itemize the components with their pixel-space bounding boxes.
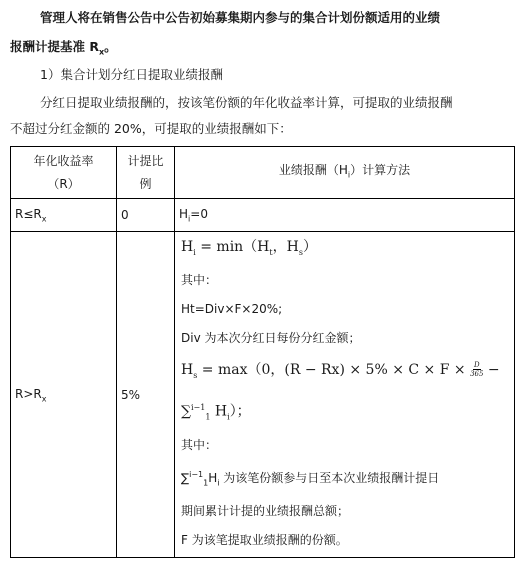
formula-hs-h: H	[181, 361, 194, 378]
table-row	[11, 199, 515, 232]
formula-hi-min: = min（H	[195, 239, 270, 255]
row2-ratio: 5%	[117, 232, 175, 558]
formula-hi-sub: i	[193, 247, 196, 257]
sum-symbol: ∑	[181, 403, 191, 420]
header-ratio-line2: 例	[139, 176, 152, 191]
row2-condition	[11, 232, 117, 558]
fraction-numerator: D	[473, 361, 480, 370]
formula-hi-sub-s: s	[298, 247, 303, 257]
row1-method-end: =0	[190, 206, 208, 221]
header-annual-return-line2: （R）	[47, 176, 80, 191]
desc-sum-sub: 1	[203, 478, 209, 488]
desc-sum-sup: i−1	[189, 470, 204, 480]
sum-sup: i−1	[191, 402, 206, 412]
row1-method-h: H	[179, 206, 189, 221]
sum-h-sub: i	[227, 412, 230, 422]
desc-text: 为该笔份额参与日至本次业绩报酬计提日	[219, 471, 440, 486]
header-annual-return	[11, 147, 117, 199]
formula-hs-sub: s	[193, 370, 198, 380]
row2-method	[175, 232, 515, 558]
formula-hs-tail: −	[483, 361, 500, 378]
section-title: 1）集合计划分红日提取业绩报酬	[40, 67, 223, 82]
row1-method	[175, 199, 515, 232]
formula-sum	[181, 393, 508, 431]
header-annual-return-line1: 年化收益率	[33, 153, 94, 168]
intro-line-2-end: 。	[104, 39, 117, 54]
row1-condition	[11, 199, 117, 232]
header-method-sub: i	[347, 170, 351, 180]
formula-hs-body: = max（0，(R − Rx) × 5% × C × F ×	[197, 361, 471, 378]
where-label-1: 其中：	[181, 272, 218, 287]
table-header-row	[11, 147, 515, 199]
desc-sum-symbol: ∑	[181, 471, 190, 486]
row1-method-sub: i	[188, 214, 191, 224]
paragraph-line-2: 不超过分红金额的 20%，可提取的业绩报酬如下：	[10, 121, 292, 136]
sum-close: ）；	[229, 403, 251, 420]
row2-condition-sub: x	[41, 393, 47, 403]
intro-line-2-sub: x	[98, 47, 105, 57]
formula-hs-fraction	[470, 361, 483, 378]
header-ratio	[117, 147, 175, 199]
f-definition: F 为该笔提取业绩报酬的份额。	[181, 533, 348, 548]
row2-condition-text: R>R	[15, 386, 42, 401]
header-method	[175, 147, 515, 199]
sum-h: H	[210, 403, 228, 420]
formula-hi-mid: ，H	[272, 239, 299, 255]
formula-hi-close: ）	[302, 239, 317, 255]
div-definition: Div 为本次分红日每份分红金额；	[181, 330, 361, 345]
header-ratio-line1: 计提比	[127, 153, 164, 168]
fee-table	[10, 146, 515, 558]
header-method-text: 业绩报酬（H	[278, 162, 348, 177]
sum-description-1	[181, 460, 508, 497]
formula-hi-sub-t: t	[269, 247, 273, 257]
formula-ht: Ht=Div×F×20%;	[181, 301, 283, 316]
paragraph-line-1: 分红日提取业绩报酬的，按该笔份额的年化收益率计算，可提取的业绩报酬	[40, 95, 453, 110]
desc-h-sub: i	[217, 478, 220, 488]
where-label-2: 其中：	[181, 438, 218, 453]
sum-description-2: 期间累计计提的业绩报酬总额；	[181, 504, 350, 519]
formula-hi-h: H	[181, 239, 194, 255]
row1-ratio: 0	[117, 199, 175, 232]
formula-hi	[181, 234, 508, 266]
fraction-denominator: 365	[470, 370, 484, 379]
intro-line-2-text: 报酬计提基准 R	[10, 39, 99, 54]
table-row	[11, 232, 515, 558]
sum-sub: 1	[205, 412, 211, 422]
header-method-end: ）计算方法	[350, 162, 411, 177]
intro-line-1: 管理人将在销售公告中公告初始募集期内参与的集合计划份额适用的业绩	[40, 10, 441, 25]
row1-condition-sub: x	[41, 214, 47, 224]
row1-condition-text: R≤R	[15, 206, 42, 221]
desc-h: H	[208, 471, 218, 486]
intro-line-2	[10, 38, 117, 62]
formula-hs	[181, 353, 508, 393]
